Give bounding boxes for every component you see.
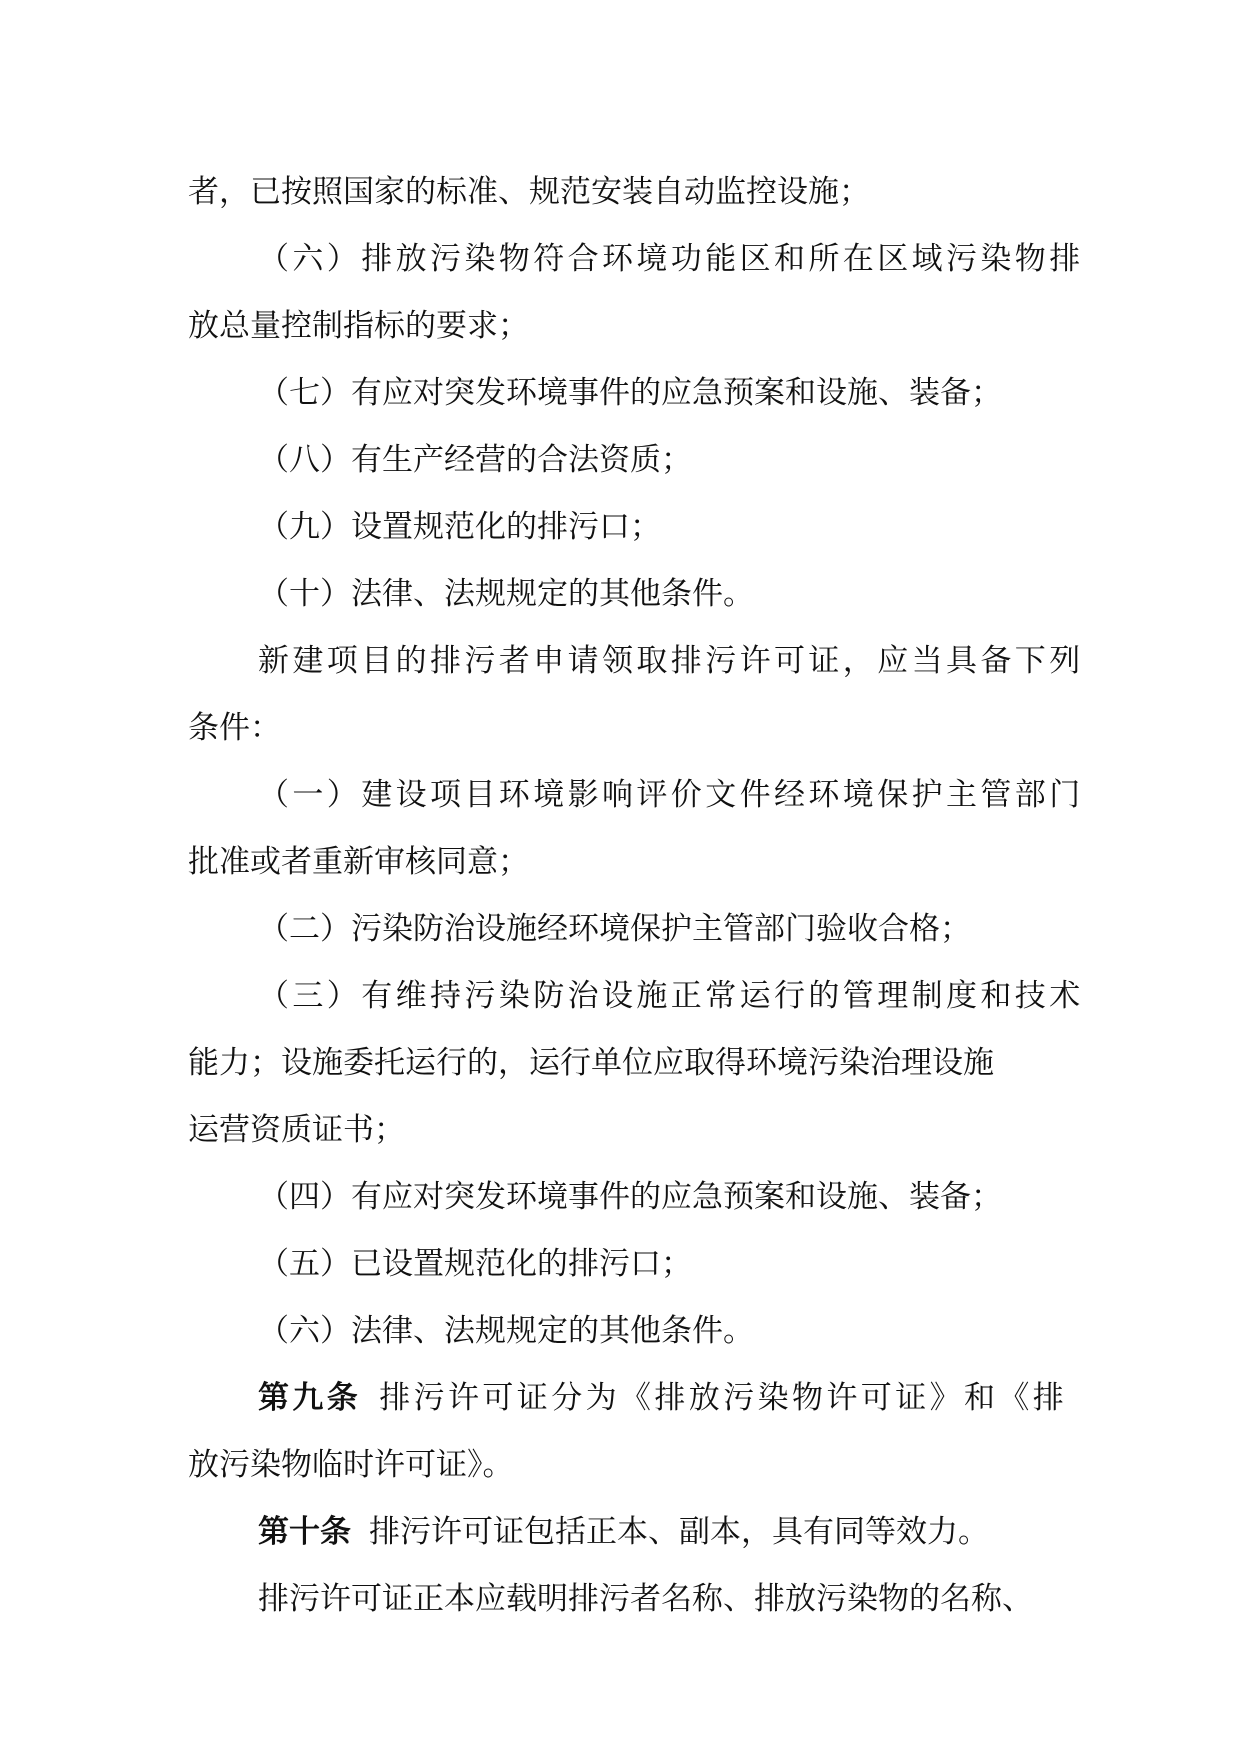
text-line: 批准或者重新审核同意； [188, 844, 529, 880]
text-line: 运营资质证书； [188, 1112, 405, 1148]
text-line: 条件： [188, 710, 281, 746]
text-line: （六）排放污染物符合环境功能区和所在区域污染物排 [258, 241, 1084, 277]
text-line: 排污许可证正本应载明排污者名称、排放污染物的名称、 [258, 1581, 1033, 1617]
article-9-label: 第九条 [258, 1380, 362, 1416]
text-line: 者，已按照国家的标准、规范安装自动监控设施； [188, 174, 870, 210]
text-line: （五）已设置规范化的排污口； [258, 1246, 692, 1282]
text-line: 新建项目的排污者申请领取排污许可证，应当具备下列 [258, 643, 1084, 679]
article-9-line: 第九条 排污许可证分为《排放污染物许可证》和《排 [258, 1380, 1068, 1416]
text-line: （八）有生产经营的合法资质； [258, 442, 692, 478]
text-line: （三）有维持污染防治设施正常运行的管理制度和技术 [258, 978, 1084, 1014]
text-line: （九）设置规范化的排污口； [258, 509, 661, 545]
text-line: （四）有应对突发环境事件的应急预案和设施、装备； [258, 1179, 1002, 1215]
article-10-line: 第十条 排污许可证包括正本、副本，具有同等效力。 [258, 1514, 989, 1550]
text-line: （二）污染防治设施经环境保护主管部门验收合格； [258, 911, 971, 947]
text-line: 放总量控制指标的要求； [188, 308, 529, 344]
text-line: （六）法律、法规规定的其他条件。 [258, 1313, 754, 1349]
text-line: 放污染物临时许可证》。 [188, 1447, 514, 1483]
article-10-label: 第十条 [258, 1514, 351, 1550]
text-line: 能力；设施委托运行的，运行单位应取得环境污染治理设施 [188, 1045, 994, 1081]
text-line: （十）法律、法规规定的其他条件。 [258, 576, 754, 612]
text-line: （七）有应对突发环境事件的应急预案和设施、装备； [258, 375, 1002, 411]
text-line: （一）建设项目环境影响评价文件经环境保护主管部门 [258, 777, 1084, 813]
